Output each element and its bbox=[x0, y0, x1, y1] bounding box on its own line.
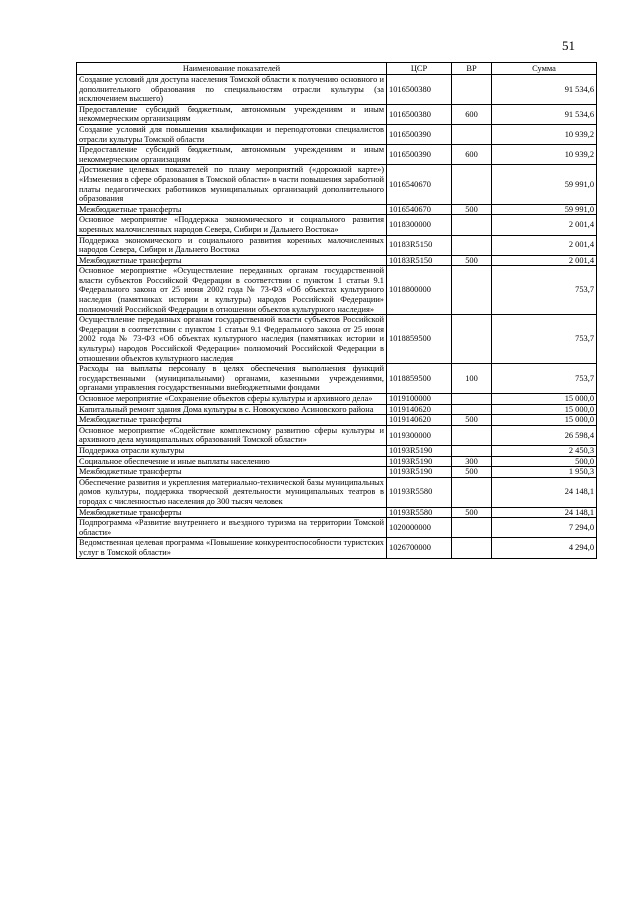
cell-csr: 1018859500 bbox=[387, 315, 452, 364]
table-body bbox=[77, 75, 597, 559]
cell-vr bbox=[452, 235, 492, 255]
cell-name: Обеспечение развития и укрепления материально-технической базы муниципальных домов культуры, поддержка творческой деятельности муниципальных театров в городах с численностью населения до 300 тысяч человек bbox=[77, 477, 387, 507]
cell-name: Основное мероприятие «Осуществление переданных органам государственной власти субъектов Российской Федерации в соответствии с пунктом 1 статьи 9.1 Федерального закона от 25 июня 2002 года № 73-ФЗ «Об объектах культурного наследия (памятниках истории и культуры) народов Российской Федерации» полномочий Российской Федерации в отношении объектов культурного наследия» bbox=[77, 266, 387, 315]
cell-sum: 24 148,1 bbox=[492, 507, 597, 518]
cell-csr: 1018859500 bbox=[387, 364, 452, 394]
cell-sum: 10 939,2 bbox=[492, 145, 597, 165]
cell-sum: 10 939,2 bbox=[492, 124, 597, 144]
cell-csr: 1016540670 bbox=[387, 165, 452, 204]
table-row bbox=[77, 75, 597, 105]
cell-name: Предоставление субсидий бюджетным, автономным учреждениям и иным некоммерческим организациям bbox=[77, 104, 387, 124]
table-row bbox=[77, 315, 597, 364]
cell-sum: 4 294,0 bbox=[492, 538, 597, 558]
cell-csr: 10193R5190 bbox=[387, 445, 452, 456]
cell-csr: 1019300000 bbox=[387, 425, 452, 445]
cell-name: Межбюджетные трансферты bbox=[77, 255, 387, 266]
table-row bbox=[77, 538, 597, 558]
cell-name: Создание условий для доступа населения Томской области к получению основного и дополнительного образования по специальностям отрасли культуры (за исключением высшего) bbox=[77, 75, 387, 105]
cell-csr: 10193R5580 bbox=[387, 507, 452, 518]
cell-csr: 1016500380 bbox=[387, 75, 452, 105]
cell-vr: 500 bbox=[452, 204, 492, 215]
cell-csr: 10193R5190 bbox=[387, 467, 452, 478]
cell-csr: 10193R5580 bbox=[387, 477, 452, 507]
cell-name: Достижение целевых показателей по плану мероприятий («дорожной карте») «Изменения в сфере образования в Томской области» в части повышения заработной платы педагогических работников муниципальных организаций дополнительного образования bbox=[77, 165, 387, 204]
header-sum: Сумма bbox=[492, 63, 597, 75]
cell-vr bbox=[452, 124, 492, 144]
cell-vr: 600 bbox=[452, 104, 492, 124]
table-row bbox=[77, 215, 597, 235]
cell-sum: 91 534,6 bbox=[492, 75, 597, 105]
cell-sum: 59 991,0 bbox=[492, 165, 597, 204]
table-row bbox=[77, 165, 597, 204]
cell-csr: 10183R5150 bbox=[387, 235, 452, 255]
cell-name: Основное мероприятие «Сохранение объектов сферы культуры и архивного дела» bbox=[77, 394, 387, 405]
cell-name: Подпрограмма «Развитие внутреннего и въездного туризма на территории Томской области» bbox=[77, 518, 387, 538]
cell-vr bbox=[452, 518, 492, 538]
cell-sum: 2 450,3 bbox=[492, 445, 597, 456]
cell-name: Межбюджетные трансферты bbox=[77, 507, 387, 518]
cell-csr: 1019140620 bbox=[387, 404, 452, 415]
cell-csr: 1026700000 bbox=[387, 538, 452, 558]
cell-vr bbox=[452, 394, 492, 405]
cell-csr: 10193R5190 bbox=[387, 456, 452, 467]
cell-vr bbox=[452, 538, 492, 558]
cell-csr: 1016500390 bbox=[387, 124, 452, 144]
cell-name: Создание условий для повышения квалификации и переподготовки специалистов отрасли культуры Томской области bbox=[77, 124, 387, 144]
table-row bbox=[77, 445, 597, 456]
cell-vr bbox=[452, 404, 492, 415]
table-row bbox=[77, 394, 597, 405]
cell-vr bbox=[452, 477, 492, 507]
table-row bbox=[77, 477, 597, 507]
cell-sum: 91 534,6 bbox=[492, 104, 597, 124]
cell-sum: 500,0 bbox=[492, 456, 597, 467]
cell-vr: 500 bbox=[452, 507, 492, 518]
cell-vr: 500 bbox=[452, 415, 492, 426]
cell-name: Основное мероприятие «Поддержка экономического и социального развития коренных малочисленных народов Севера, Сибири и Дальнего Востока» bbox=[77, 215, 387, 235]
table-row bbox=[77, 456, 597, 467]
cell-csr: 1019100000 bbox=[387, 394, 452, 405]
cell-name: Поддержка отрасли культуры bbox=[77, 445, 387, 456]
table-row bbox=[77, 404, 597, 415]
page-number: 51 bbox=[562, 38, 575, 53]
table-row bbox=[77, 145, 597, 165]
cell-csr: 10183R5150 bbox=[387, 255, 452, 266]
cell-vr: 100 bbox=[452, 364, 492, 394]
cell-name: Осуществление переданных органам государственной власти субъектов Российской Федерации в соответствии с пунктом 1 статьи 9.1 Федерального закона от 25 июня 2002 года № 73-ФЗ «Об объектах культурного наследия (памятниках истории и культуры) народов Российской Федерации» полномочий Российской Федерации в отношении объектов культурного наследия bbox=[77, 315, 387, 364]
cell-csr: 1016500380 bbox=[387, 104, 452, 124]
cell-csr: 1019140620 bbox=[387, 415, 452, 426]
cell-name: Социальное обеспечение и иные выплаты населению bbox=[77, 456, 387, 467]
cell-name: Основное мероприятие «Содействие комплексному развитию сферы культуры и архивного дела муниципальных образований Томской области» bbox=[77, 425, 387, 445]
cell-sum: 15 000,0 bbox=[492, 394, 597, 405]
cell-vr: 600 bbox=[452, 145, 492, 165]
cell-csr: 1018800000 bbox=[387, 266, 452, 315]
cell-vr bbox=[452, 425, 492, 445]
header-csr: ЦСР bbox=[387, 63, 452, 75]
cell-vr: 300 bbox=[452, 456, 492, 467]
table-row bbox=[77, 124, 597, 144]
cell-sum: 26 598,4 bbox=[492, 425, 597, 445]
cell-vr: 500 bbox=[452, 467, 492, 478]
cell-csr: 1016500390 bbox=[387, 145, 452, 165]
cell-sum: 753,7 bbox=[492, 364, 597, 394]
cell-csr: 1018300000 bbox=[387, 215, 452, 235]
cell-vr bbox=[452, 75, 492, 105]
cell-sum: 2 001,4 bbox=[492, 235, 597, 255]
table-row bbox=[77, 266, 597, 315]
cell-name: Расходы на выплаты персоналу в целях обеспечения выполнения функций государственными (муниципальными) органами, казенными учреждениями, органами управления государственными внебюджетными фондами bbox=[77, 364, 387, 394]
header-vr: ВР bbox=[452, 63, 492, 75]
table-row bbox=[77, 104, 597, 124]
cell-vr bbox=[452, 445, 492, 456]
cell-name: Ведомственная целевая программа «Повышение конкурентоспособности туристских услуг в Томской области» bbox=[77, 538, 387, 558]
cell-name: Межбюджетные трансферты bbox=[77, 467, 387, 478]
cell-sum: 24 148,1 bbox=[492, 477, 597, 507]
table-row bbox=[77, 235, 597, 255]
cell-vr bbox=[452, 266, 492, 315]
table-row bbox=[77, 507, 597, 518]
cell-name: Капитальный ремонт здания Дома культуры в с. Новокусково Асиновского района bbox=[77, 404, 387, 415]
table-header-row bbox=[77, 63, 597, 75]
cell-name: Межбюджетные трансферты bbox=[77, 415, 387, 426]
table-row bbox=[77, 255, 597, 266]
table-row bbox=[77, 415, 597, 426]
cell-csr: 1016540670 bbox=[387, 204, 452, 215]
table-row bbox=[77, 204, 597, 215]
cell-sum: 15 000,0 bbox=[492, 404, 597, 415]
cell-vr bbox=[452, 165, 492, 204]
table-row bbox=[77, 518, 597, 538]
table-row bbox=[77, 467, 597, 478]
header-name: Наименование показателей bbox=[77, 63, 387, 75]
cell-csr: 1020000000 bbox=[387, 518, 452, 538]
cell-sum: 753,7 bbox=[492, 315, 597, 364]
cell-sum: 2 001,4 bbox=[492, 215, 597, 235]
cell-name: Поддержка экономического и социального развития коренных малочисленных народов Севера, Сибири и Дальнего Востока bbox=[77, 235, 387, 255]
table-row bbox=[77, 364, 597, 394]
cell-sum: 2 001,4 bbox=[492, 255, 597, 266]
budget-table bbox=[76, 62, 597, 559]
cell-sum: 15 000,0 bbox=[492, 415, 597, 426]
cell-name: Предоставление субсидий бюджетным, автономным учреждениям и иным некоммерческим организациям bbox=[77, 145, 387, 165]
cell-sum: 1 950,3 bbox=[492, 467, 597, 478]
cell-name: Межбюджетные трансферты bbox=[77, 204, 387, 215]
cell-sum: 59 991,0 bbox=[492, 204, 597, 215]
cell-sum: 7 294,0 bbox=[492, 518, 597, 538]
cell-vr bbox=[452, 215, 492, 235]
table-row bbox=[77, 425, 597, 445]
cell-sum: 753,7 bbox=[492, 266, 597, 315]
cell-vr: 500 bbox=[452, 255, 492, 266]
cell-vr bbox=[452, 315, 492, 364]
